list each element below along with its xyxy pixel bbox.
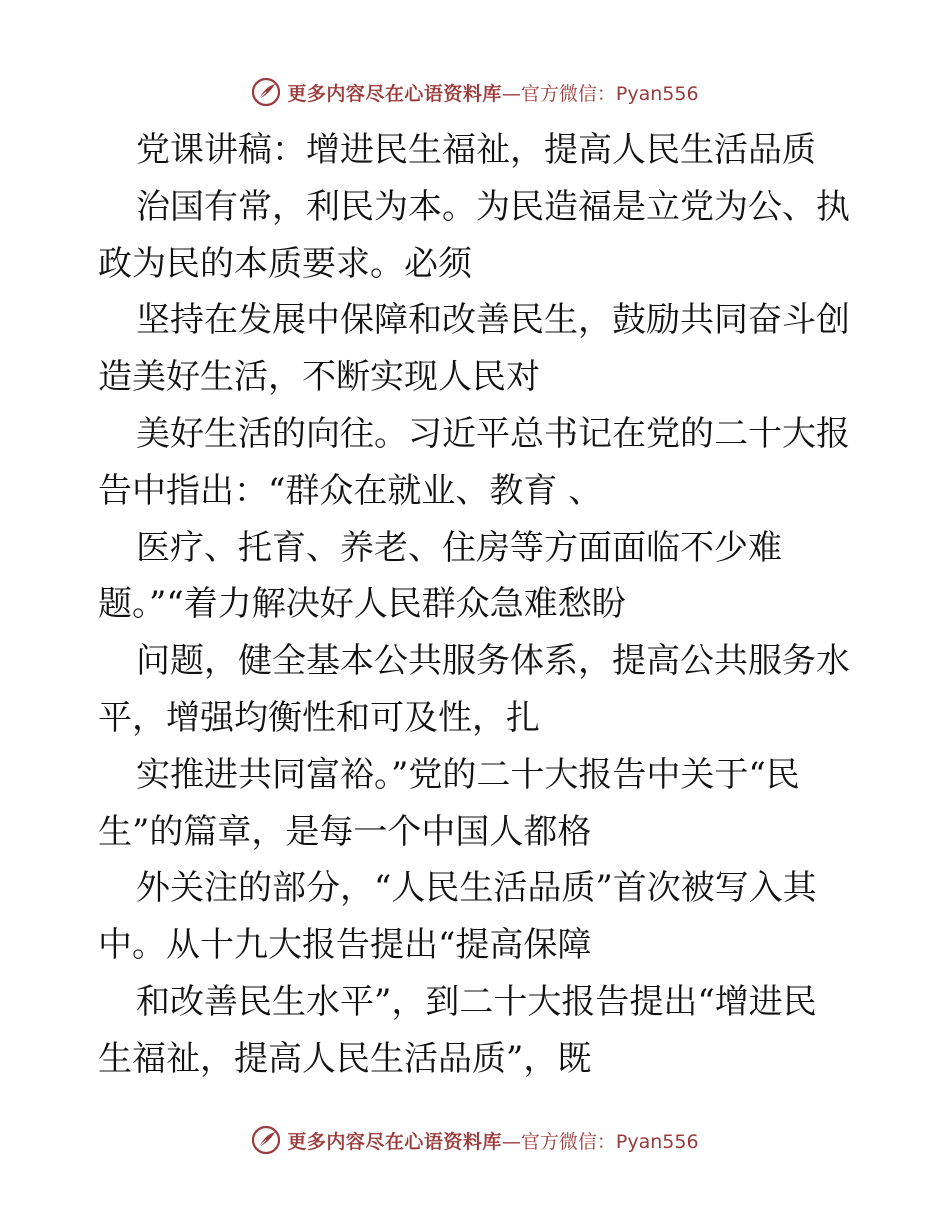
paragraph-line: 平，增强均衡性和可及性，扎: [98, 697, 540, 738]
paragraph-line: 医疗、托育、养老、住房等方面面临不少难: [136, 527, 782, 568]
header-watermark: [0, 72, 950, 112]
paragraph-line: 问题，健全基本公共服务体系，提高公共服务水: [136, 641, 850, 682]
footer-watermark: [0, 1120, 950, 1160]
paragraph-line: 外关注的部分，“人民生活品质”首次被写入其: [136, 868, 817, 909]
paragraph-line: 告中指出：“群众在就业、教育 、: [98, 470, 603, 511]
paragraph-line: 中。从十九大报告提出“提高保障: [98, 925, 592, 966]
footer-brand-text: 更多内容尽在心语资料库: [287, 1130, 502, 1153]
feather-pen-icon: [251, 1125, 281, 1155]
header-brand-text: 更多内容尽在心语资料库: [287, 82, 502, 105]
paragraph-line: 生”的篇章，是每一个中国人都格: [98, 811, 592, 852]
header-wechat-text: —官方微信：Pyan556: [501, 82, 699, 105]
paragraph-line: 实推进共同富裕。”党的二十大报告中关于“民: [136, 754, 800, 795]
paragraph-line: 坚持在发展中保障和改善民生，鼓励共同奋斗创: [136, 300, 850, 341]
paragraph-line: 治国有常，利民为本。为民造福是立党为公、执: [136, 186, 850, 227]
paragraph-line: 和改善民生水平”，到二十大报告提出“增进民: [136, 981, 817, 1022]
footer-wechat-text: —官方微信：Pyan556: [501, 1130, 699, 1153]
paragraph-line: 造美好生活，不断实现人民对: [98, 357, 540, 398]
feather-pen-icon: [251, 77, 281, 107]
document-title: 党课讲稿：增进民生福祉，提高人民生活品质: [136, 130, 816, 170]
paragraph-line: 生福祉，提高人民生活品质”，既: [98, 1038, 592, 1079]
paragraph-line: 题。”“着力解决好人民群众急难愁盼: [98, 584, 626, 625]
paragraph-line: 美好生活的向往。习近平总书记在党的二十大报: [136, 413, 850, 454]
document-body: [98, 122, 868, 1088]
paragraph-line: 政为民的本质要求。必须: [98, 243, 472, 284]
